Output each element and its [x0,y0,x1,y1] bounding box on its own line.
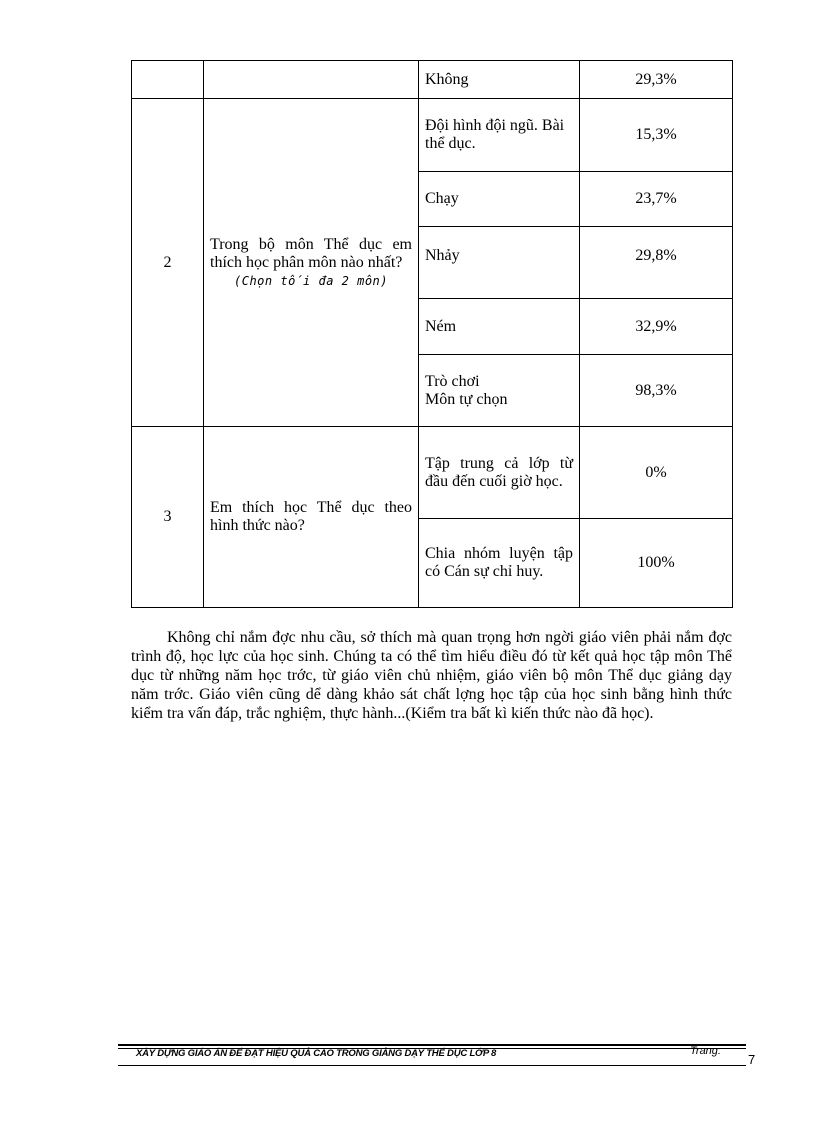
footer-rule [118,1044,746,1046]
percent-cell: 32,9% [580,299,733,355]
option-cell: Tập trung cả lớp từ đầu đến cuối giờ học. [419,427,580,519]
option-line: Trò chơi [425,372,480,390]
percent-cell: 29,8% [580,227,733,299]
option-cell: Không [419,61,580,99]
question-text: Trong bộ môn Thể dục em thích học phân môn nào nhất? [210,235,412,271]
survey-table [131,60,733,608]
percent-cell: 29,3% [580,61,733,99]
footer-rule [118,1065,746,1066]
question-note: (Chọn tối đa 2 môn) [234,273,388,288]
question-cell [204,99,419,427]
percent-cell: 23,7% [580,172,733,227]
percent-cell: 15,3% [580,99,733,172]
table-row [132,61,733,99]
option-cell [419,355,580,427]
percent-cell: 0% [580,427,733,519]
footer-title: XÂY DỰNG GIÁO ÁN ĐỂ ĐẠT HIỆU QUẢ CAO TRONG GIẢNG DẠY THỂ DỤC LỚP 8 [136,1048,497,1059]
page-label: Trang: [690,1045,721,1057]
page-footer [118,1040,756,1070]
table-row [132,427,733,519]
question-cell [204,61,419,99]
option-line: Môn tự chọn [425,390,508,408]
question-number: 2 [132,99,204,427]
percent-cell: 100% [580,519,733,608]
percent-cell: 98,3% [580,355,733,427]
option-cell: Chạy [419,172,580,227]
body-paragraph: Không chỉ nắm đợc nhu cầu, sở thích mà quan trọng hơn ngời giáo viên phải nắm đợc trình độ, học lực của học sinh. Chúng ta có thể tìm hiểu điều đó từ kết quả học tập môn Thể dục từ những năm học trớc, từ giáo viên chủ nhiệm, giáo viên bộ môn Thể dục giảng dạy năm trớc. Giáo viên cũng dể dàng khảo sát chất lợng học tập của học sinh bằng hình thức kiểm tra vấn đáp, trắc nghiệm, thực hành...(Kiểm tra bất kì kiến thức nào đã học). [131,629,732,722]
number-cell [132,61,204,99]
question-number: 3 [132,427,204,608]
table-row [132,99,733,172]
page-number: 7 [748,1052,756,1067]
option-cell: Nhảy [419,227,580,299]
question-text: Em thích học Thể dục theo hình thức nào? [204,427,419,608]
option-cell: Đội hình đội ngũ. Bài thể dục. [419,99,580,172]
option-cell: Chia nhóm luyện tập có Cán sự chỉ huy. [419,519,580,608]
option-cell: Ném [419,299,580,355]
